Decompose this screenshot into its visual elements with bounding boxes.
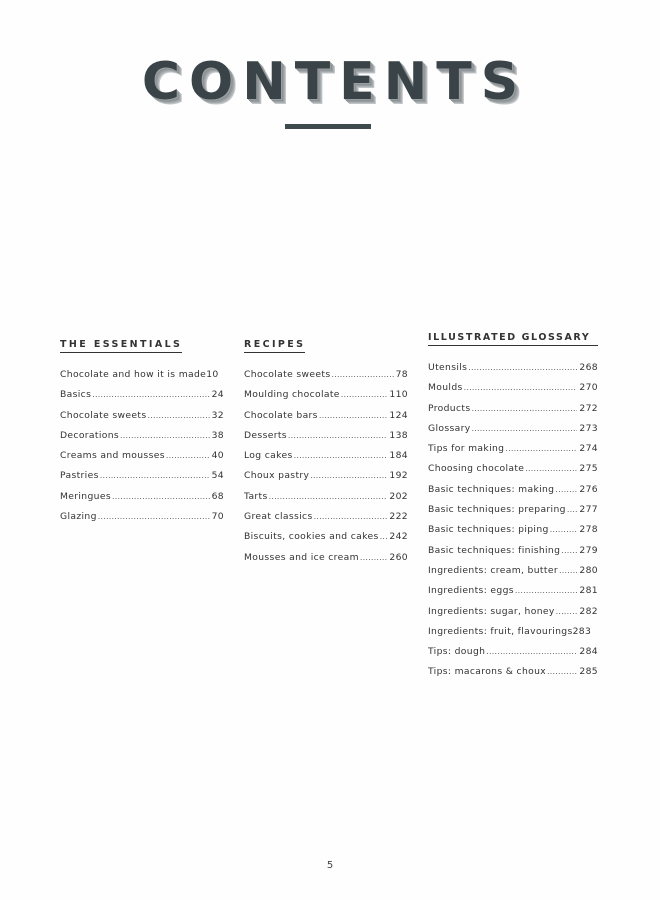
toc-entry-title: Basics <box>60 389 92 401</box>
toc-entry <box>244 369 408 389</box>
dot-leader <box>319 411 388 420</box>
toc-entry-title: Glazing <box>60 511 97 523</box>
dot-leader <box>314 512 388 521</box>
toc-entry-page-number: 260 <box>389 551 408 563</box>
toc-entry-page-number: 277 <box>579 504 598 516</box>
dot-leader <box>472 424 578 433</box>
toc-entry <box>428 524 598 544</box>
toc-entry-title: Basic techniques: making <box>428 483 555 495</box>
dot-leader <box>561 546 577 555</box>
dot-leader <box>567 505 578 514</box>
dot-leader <box>556 607 578 616</box>
toc-entry-page-number: 273 <box>579 422 598 434</box>
toc-entry <box>244 511 408 531</box>
toc-entry-page-number: 278 <box>579 524 598 536</box>
toc-entry-page-number: 32 <box>211 409 224 421</box>
toc-entry <box>244 450 408 470</box>
dot-leader <box>147 411 209 420</box>
toc-entry-title: Moulding chocolate <box>244 389 340 401</box>
toc-entry-title: Chocolate bars <box>244 409 318 421</box>
section-illustrated-glossary <box>428 332 598 687</box>
toc-entry-page-number: 268 <box>579 362 598 373</box>
dot-leader <box>525 464 577 473</box>
toc-entry-title: Chocolate sweets <box>60 409 147 421</box>
toc-entry-page-number: 24 <box>211 389 224 401</box>
toc-entry <box>60 450 224 470</box>
toc-entry <box>428 423 598 443</box>
toc-entry-title: Chocolate and how it is made <box>60 369 207 380</box>
toc-entry-page-number: 285 <box>579 666 598 678</box>
section-heading: ILLUSTRATED GLOSSARY <box>428 332 598 346</box>
dot-leader <box>98 512 210 521</box>
dot-leader <box>120 431 210 440</box>
toc-entry-title: Meringues <box>60 490 111 502</box>
toc-entry-title: Basic techniques: preparing <box>428 504 566 516</box>
dot-leader <box>92 390 209 399</box>
toc-entry-title: Ingredients: fruit, flavourings <box>428 625 573 637</box>
toc-entry-title: Ingredients: sugar, honey <box>428 605 555 617</box>
toc-entry-title: Tarts <box>244 490 268 502</box>
toc-entry <box>60 511 224 531</box>
toc-entry <box>244 410 408 430</box>
dot-leader <box>486 647 577 656</box>
toc-entry <box>244 531 408 551</box>
toc-entry-page-number: 222 <box>389 511 408 523</box>
toc-entry-title: Pastries <box>60 470 99 482</box>
section-recipes <box>244 332 408 572</box>
dot-leader <box>100 471 210 480</box>
toc-entry-page-number: 38 <box>211 429 224 441</box>
toc-list <box>244 369 408 572</box>
toc-entry <box>428 646 598 666</box>
toc-entry-title: Mousses and ice cream <box>244 551 359 563</box>
toc-entry-title: Tips: macarons & choux <box>428 666 547 678</box>
toc-entry-title: Tips: dough <box>428 646 486 658</box>
toc-entry <box>244 470 408 490</box>
toc-entry-title: Desserts <box>244 429 287 441</box>
toc-entry-page-number: 281 <box>579 585 598 597</box>
toc-entry-title: Biscuits, cookies and cakes <box>244 531 379 543</box>
dot-leader <box>471 404 577 413</box>
toc-entry-page-number: 275 <box>579 463 598 475</box>
toc-entry-page-number: 270 <box>579 382 598 394</box>
toc-entry-title: Tips for making <box>428 443 505 455</box>
toc-entry-title: Glossary <box>428 422 471 434</box>
toc-entry <box>428 443 598 463</box>
toc-entry-page-number: 40 <box>211 450 224 462</box>
dot-leader <box>166 451 210 460</box>
dot-leader <box>505 444 577 453</box>
toc-entry <box>428 585 598 605</box>
toc-entry-page-number: 124 <box>389 409 408 421</box>
toc-entry <box>244 552 408 572</box>
toc-entry-page-number: 280 <box>579 564 598 576</box>
toc-entry <box>428 626 598 646</box>
toc-entry-title: Moulds <box>428 382 463 394</box>
toc-entry-title: Creams and mousses <box>60 450 165 462</box>
dot-leader <box>547 667 577 676</box>
toc-entry <box>428 666 598 686</box>
toc-entry <box>428 565 598 585</box>
toc-entry <box>244 389 408 409</box>
dot-leader <box>468 363 577 372</box>
toc-entry <box>60 389 224 409</box>
toc-entry <box>428 403 598 423</box>
dot-leader <box>269 492 388 501</box>
toc-entry-title: Basic techniques: piping <box>428 524 549 536</box>
toc-entry <box>428 606 598 626</box>
toc-entry-page-number: 202 <box>389 490 408 502</box>
page-number: 5 <box>326 860 334 871</box>
dot-leader <box>464 383 578 392</box>
toc-entry <box>244 491 408 511</box>
toc-entry-page-number: 284 <box>579 646 598 658</box>
toc-entry <box>428 463 598 483</box>
toc-entry-title: Decorations <box>60 429 120 441</box>
toc-entry <box>60 470 224 490</box>
section-heading: THE ESSENTIALS <box>60 339 182 353</box>
toc-entry-page-number: 283 <box>572 625 592 637</box>
toc-entry-page-number: 279 <box>579 544 598 556</box>
toc-entry-page-number: 54 <box>211 470 224 482</box>
dot-leader <box>310 471 387 480</box>
toc-entry <box>428 504 598 524</box>
toc-list <box>60 369 224 531</box>
toc-entry-page-number: 70 <box>211 511 224 523</box>
section-heading: RECIPES <box>244 339 305 353</box>
toc-entry <box>60 410 224 430</box>
toc-entry-title: Basic techniques: finishing <box>428 544 561 556</box>
toc-entry-page-number: 274 <box>579 443 598 455</box>
toc-entry <box>428 382 598 402</box>
dot-leader <box>288 431 387 440</box>
toc-entry <box>428 545 598 565</box>
dot-leader <box>341 390 388 399</box>
toc-entry-page-number: 272 <box>579 402 598 414</box>
toc-entry-title: Chocolate sweets <box>244 369 331 380</box>
toc-entry <box>60 369 224 389</box>
toc-entry-page-number: 78 <box>395 369 408 380</box>
toc-entry-page-number: 192 <box>389 470 408 482</box>
toc-entry-title: Choosing chocolate <box>428 463 525 475</box>
toc-entry-title: Ingredients: cream, butter <box>428 564 558 576</box>
title-underline-rule <box>285 124 371 129</box>
dot-leader <box>112 492 210 501</box>
toc-entry-title: Products <box>428 402 471 414</box>
section-the-essentials <box>60 332 224 531</box>
toc-entry <box>60 430 224 450</box>
toc-entry <box>428 484 598 504</box>
toc-entry <box>244 430 408 450</box>
toc-entry-title: Log cakes <box>244 450 293 462</box>
toc-entry-title: Ingredients: eggs <box>428 585 514 597</box>
toc-entry-page-number: 242 <box>389 531 408 543</box>
toc-list <box>428 362 598 687</box>
dot-leader <box>559 566 577 575</box>
dot-leader <box>380 532 388 541</box>
dot-leader <box>331 370 393 379</box>
toc-entry-page-number: 10 <box>206 369 219 380</box>
toc-entry-page-number: 110 <box>389 389 408 401</box>
toc-entry-page-number: 282 <box>579 605 598 617</box>
toc-entry-title: Great classics <box>244 511 313 523</box>
toc-entry-page-number: 184 <box>389 450 408 462</box>
toc-entry-title: Utensils <box>428 362 468 373</box>
dot-leader <box>555 485 577 494</box>
dot-leader <box>360 553 388 562</box>
toc-entry-page-number: 276 <box>579 483 598 495</box>
toc-entry-title: Choux pastry <box>244 470 310 482</box>
toc-entry <box>60 491 224 511</box>
dot-leader <box>550 525 578 534</box>
toc-entry-page-number: 138 <box>389 429 408 441</box>
toc-entry-page-number: 68 <box>211 490 224 502</box>
dot-leader <box>294 451 388 460</box>
toc-entry <box>428 362 598 382</box>
page-title: CONTENTS <box>141 52 528 112</box>
dot-leader <box>515 586 577 595</box>
